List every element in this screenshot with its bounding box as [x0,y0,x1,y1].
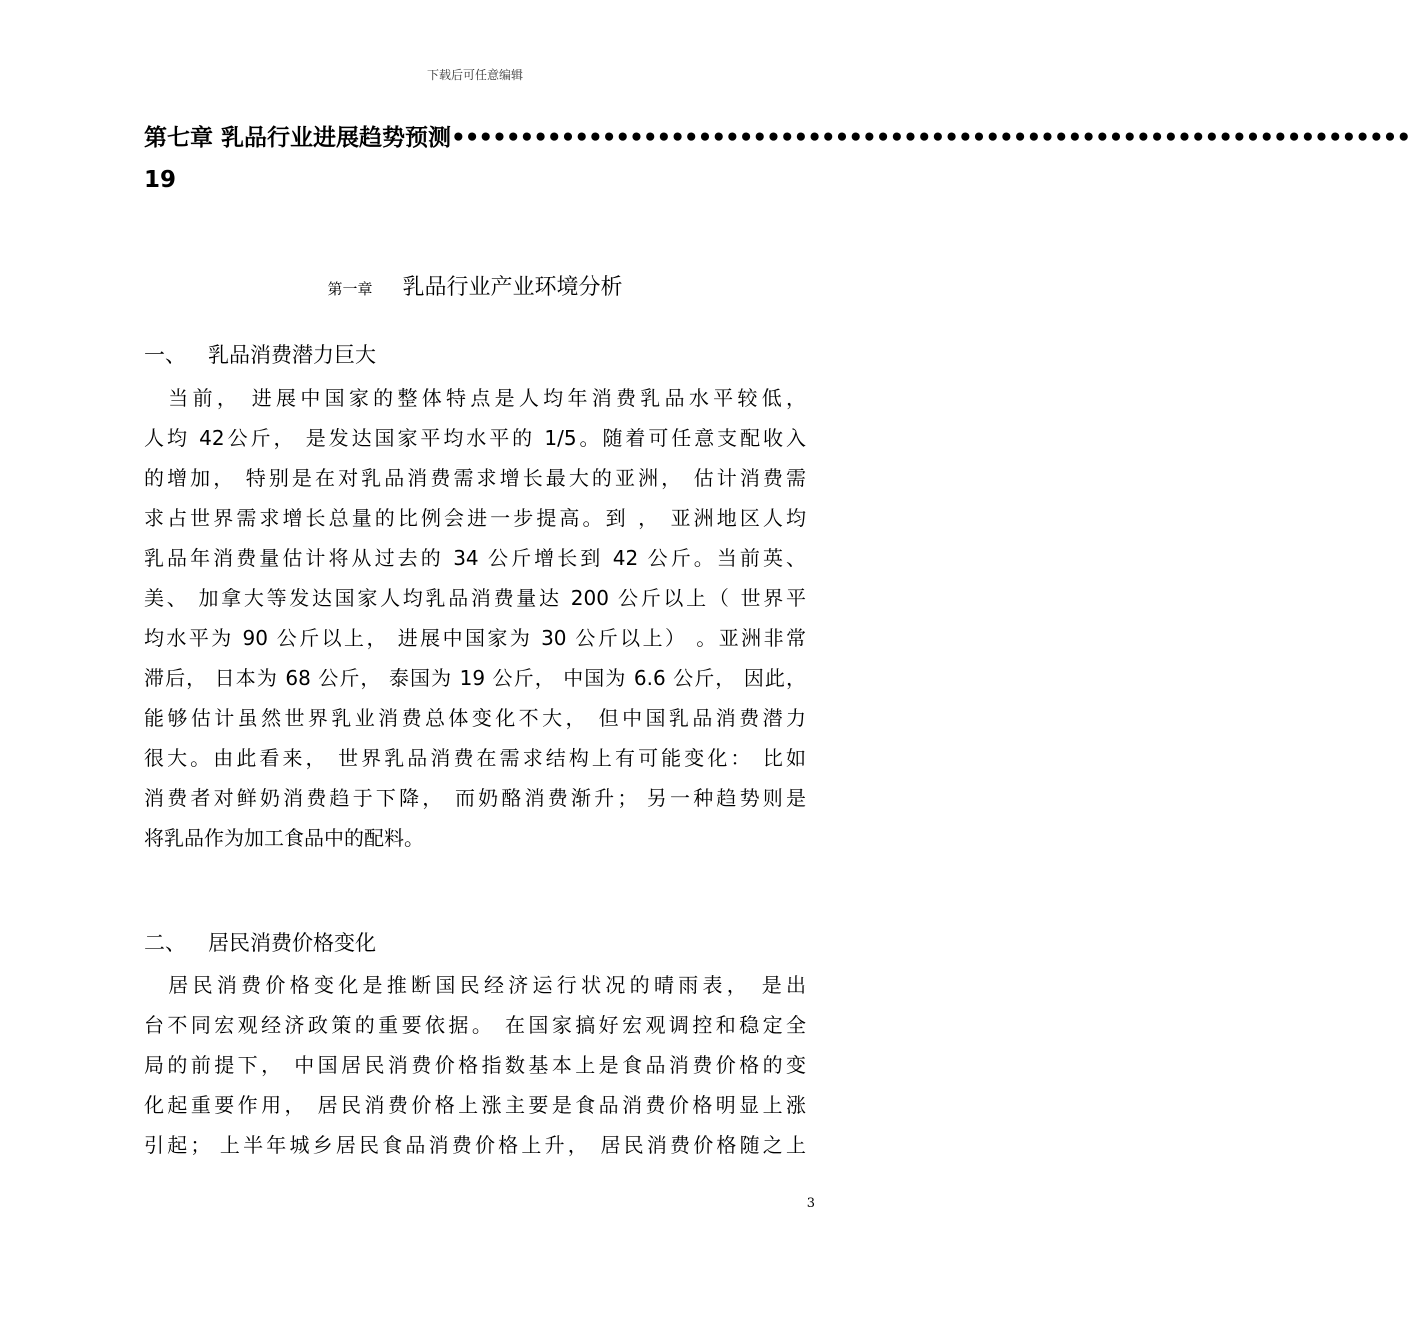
paragraph-line: 将乳品作为加工食品中的配料。 [144,826,424,850]
section-title: 居民消费价格变化 [208,931,376,955]
paragraph-line: 引起； 上半年城乡居民食品消费价格上升， 居民消费价格随之上 [144,1133,806,1157]
toc-entry-page: 19 [144,167,177,193]
paragraph-line: 滞后， 日本为 68 公斤， 泰国为 19 公斤， 中国为 6.6 公斤， 因此， [144,666,806,690]
section-1-paragraph [144,378,806,858]
page-header-note: 下载后可任意编辑 [426,68,523,82]
toc-entry [144,117,1410,201]
paragraph-line: 的增加， 特别是在对乳品消费需求增长最大的亚洲， 估计消费需 [144,466,806,490]
chapter-label: 第一章 [327,280,373,298]
paragraph-line: 居民消费价格变化是推断国民经济运行状况的晴雨表， 是出 [144,973,806,997]
page-number: 3 [806,1196,815,1211]
paragraph-line: 当前， 进展中国家的整体特点是人均年消费乳品水平较低， [144,386,806,410]
paragraph-line: 乳品年消费量估计将从过去的 34 公斤增长到 42 公斤。当前英、 [144,546,806,570]
paragraph-line: 很大。由此看来， 世界乳品消费在需求结构上有可能变化： 比如 [144,746,806,770]
toc-leader-dots: •••••••••••••••••••••••••••••••••••••••••••••••••••••••••••••••••••••• [451,125,1410,151]
section-heading-1 [144,340,376,370]
paragraph-line: 消费者对鲜奶消费趋于下降， 而奶酪消费渐升； 另一种趋势则是 [144,786,806,810]
section-title: 乳品消费潜力巨大 [208,343,376,367]
section-2-paragraph [144,965,806,1165]
paragraph-line: 化起重要作用， 居民消费价格上涨主要是食品消费价格明显上涨 [144,1093,806,1117]
paragraph-line: 均水平为 90 公斤以上， 进展中国家为 30 公斤以上） 。亚洲非常 [144,626,806,650]
paragraph-line: 人均 42公斤， 是发达国家平均水平的 1/5。随着可任意支配收入 [144,426,806,450]
chapter-heading [0,273,950,304]
chapter-title: 乳品行业产业环境分析 [402,275,623,300]
paragraph-line: 能够估计虽然世界乳业消费总体变化不大， 但中国乳品消费潜力 [144,706,806,730]
toc-entry-title: 第七章 乳品行业进展趋势预测 [144,125,452,151]
paragraph-line: 台不同宏观经济政策的重要依据。 在国家搞好宏观调控和稳定全 [144,1013,806,1037]
section-number: 二、 [144,931,186,955]
paragraph-line: 求占世界需求增长总量的比例会进一步提高。到 ， 亚洲地区人均 [144,506,806,530]
section-number: 一、 [144,343,186,367]
paragraph-line: 局的前提下， 中国居民消费价格指数基本上是食品消费价格的变 [144,1053,806,1077]
toc-entry-line [144,117,1410,159]
section-heading-2 [144,928,376,958]
paragraph-line: 美、 加拿大等发达国家人均乳品消费量达 200 公斤以上（ 世界平 [144,586,806,610]
